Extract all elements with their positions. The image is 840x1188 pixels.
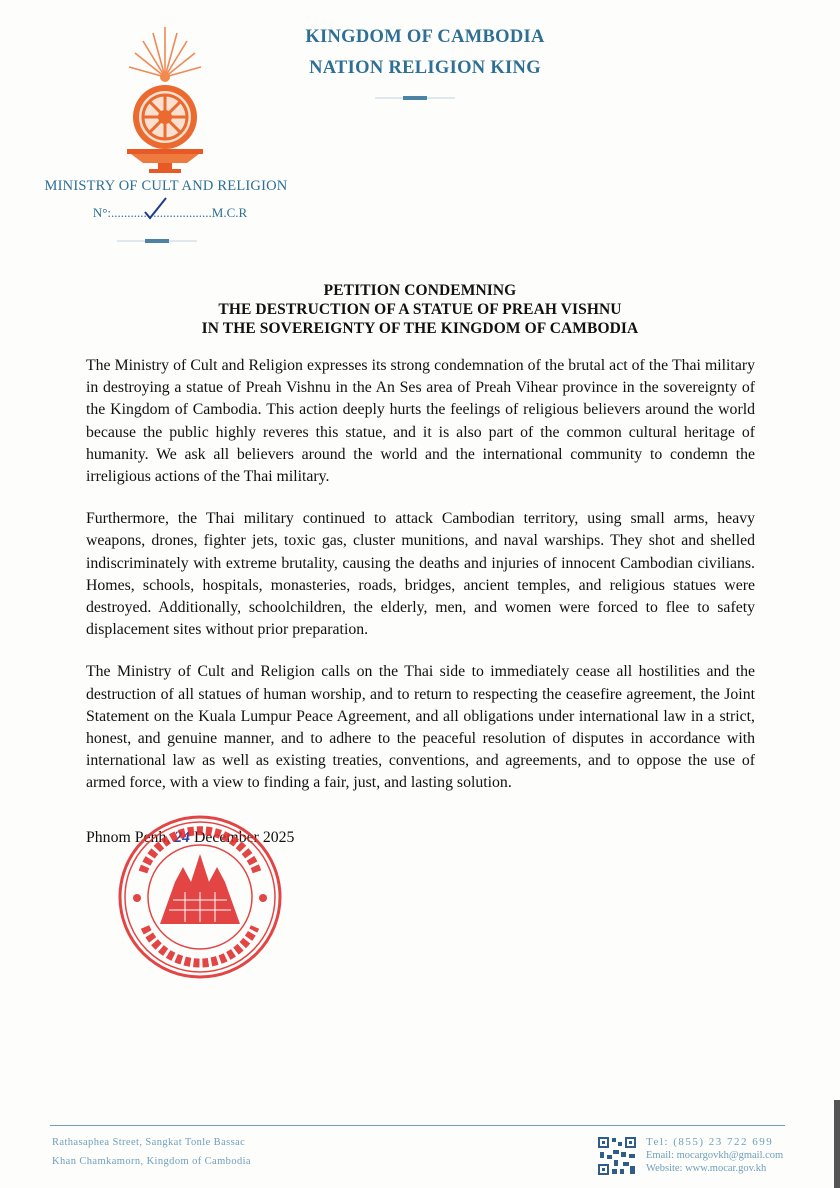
footer-address [52, 1133, 251, 1171]
date-month-year: December 2025 [193, 829, 295, 846]
body-paragraph: The Ministry of Cult and Religion expresses its strong condemnation of the brutal act of the Thai military in destroying a statue of Preah Vishnu in the An Ses area of Preah Vihear province in the sovereignty of the Kingdom of Cambodia. This action deeply hurts the feelings of religious believers around the world because the public highly reveres this statue, and it is also part of the common cultural heritage of humanity. We ask all believers around the world and the international community to condemn the irreligious actions of the Thai military. [86, 357, 755, 486]
reference-prefix: N°: [92, 205, 112, 220]
address-line: Khan Chamkamorn, Kingdom of Cambodia [52, 1156, 251, 1167]
footer-contact [646, 1136, 783, 1175]
document-title [0, 281, 840, 338]
qr-code-icon [597, 1136, 637, 1176]
ministry-red-seal-angkor-icon [115, 812, 285, 982]
kingdom-title: KINGDOM OF CAMBODIA [305, 27, 545, 47]
document-body [86, 355, 755, 815]
handwritten-date-day: 24 [174, 829, 191, 846]
body-paragraph: The Ministry of Cult and Religion calls on the Thai side to immediately cease all hostilities and the destruction of all statues of human worship, and to return to respecting the ceasefire agreement, the Joint Statement on the Kuala Lumpur Peace Agreement, and all obligations under international law in a strict, honest, and genuine manner, and to adhere to the peaceful resolution of disputes in accordance with international law as well as existing treaties, conventions, and agreements, and to oppose the use of armed force, with a view to finding a fair, just, and lasting solution. [86, 663, 755, 792]
kingdom-header [280, 22, 570, 84]
ministry-name: MINISTRY OF CULT AND RELIGION [44, 178, 288, 194]
footer-email: Email: mocargovkh@gmail.com [646, 1150, 784, 1161]
scan-edge-strip [834, 1100, 840, 1188]
footer-divider [50, 1125, 785, 1126]
title-line: THE DESTRUCTION OF A STATUE OF PREAH VISHNU [218, 301, 622, 318]
body-paragraph: Furthermore, the Thai military continued to attack Cambodian territory, using small arms, heavy weapons, drones, fighter jets, toxic gas, cluster munitions, and naval warships. They shot and shelled indiscriminately with extreme brutality, causing the deaths and injuries of innocent Cambodian civilians. Homes, schools, hospitals, monasteries, roads, bridges, ancient temples, and religious statues were destroyed. Additionally, schoolchildren, the elderly, men, and women were forced to flee to safety displacement sites without prior preparation. [86, 510, 755, 639]
date-place: Phnom Penh, [86, 829, 171, 846]
address-line: Rathasaphea Street, Sangkat Tonle Bassac [52, 1137, 246, 1148]
national-motto: NATION RELIGION KING [309, 58, 541, 78]
footer-website: Website: www.mocar.gov.kh [646, 1163, 767, 1174]
reference-number-line [70, 205, 270, 221]
decorative-ornament-divider-icon [117, 238, 197, 244]
reference-suffix: M.C.R [211, 205, 248, 220]
decorative-ornament-divider-icon [375, 95, 455, 101]
dharma-wheel-emblem-icon [125, 25, 205, 175]
reference-dots: ............................... [111, 205, 212, 220]
title-line: PETITION CONDEMNING [323, 282, 517, 299]
footer-phone: Tel: (855) 23 722 699 [646, 1136, 774, 1148]
title-line: IN THE SOVEREIGNTY OF THE KINGDOM OF CAMBODIA [201, 320, 639, 337]
handwritten-check-mark-icon [142, 196, 168, 222]
